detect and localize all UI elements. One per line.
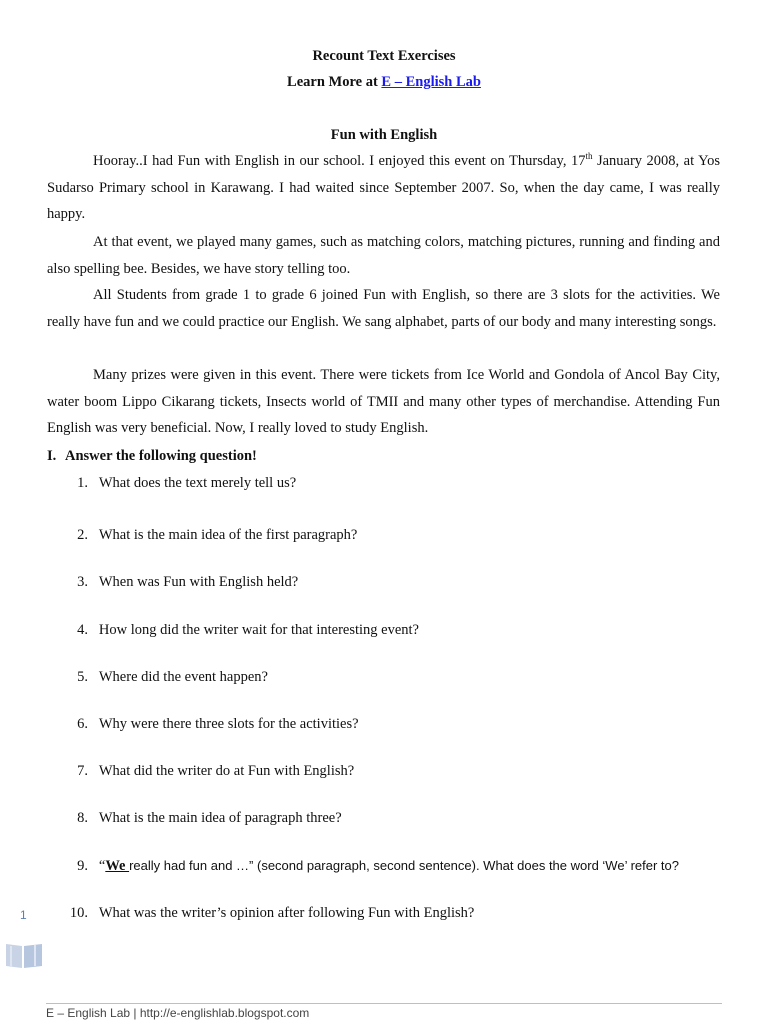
question-item: [60, 668, 740, 686]
question-text: What is the main idea of paragraph three?: [98, 810, 342, 826]
question-number: 2.: [77, 527, 88, 543]
question-item: [60, 573, 740, 591]
emphasized-word-we: We: [105, 858, 130, 874]
question-text: What does the text merely tell us?: [98, 475, 297, 491]
section-number: I.: [47, 448, 57, 464]
page-number: 1: [20, 908, 27, 922]
question-number: 4.: [77, 622, 88, 638]
paragraph-1-part-b: January 2008, at Yos Sudarso Primary school in Karawang. I had waited since September 2007. So, when the day came, I was really happy.: [47, 153, 720, 222]
question-text: What was the writer’s opinion after following Fun with English?: [98, 905, 475, 921]
footer-text: E – English Lab | http://e-englishlab.blogspot.com: [46, 1006, 310, 1020]
paragraph-4: Many prizes were given in this event. There were tickets from Ice World and Gondola of Ancol Bay City, water boom Lippo Cikarang tickets, Insects world of TMII and many other types of merchandise. Attending Fun English was very beneficial. Now, I really loved to study English.: [47, 367, 720, 436]
date-superscript: th: [585, 151, 593, 162]
section-heading: [47, 447, 257, 465]
question-text: really had fun and …” (second paragraph, second sentence). What does the word ‘We’ refer to?: [129, 858, 679, 873]
question-item: [60, 762, 740, 780]
section-title: Answer the following question!: [65, 448, 257, 464]
paragraph-3: All Students from grade 1 to grade 6 joined Fun with English, so there are 3 slots for the activities. We really have fun and we could practice our English. We sang alphabet, parts of our body and many interesting songs.: [47, 287, 720, 330]
question-number: 7.: [77, 763, 88, 779]
question-item: [60, 526, 740, 544]
question-item: [60, 621, 740, 639]
question-number: 6.: [77, 716, 88, 732]
story-title: Fun with English: [330, 127, 438, 143]
open-quote: “: [98, 858, 106, 874]
paragraph-1: [47, 148, 720, 228]
paragraph-1-part-a: Hooray..I had Fun with English in our school. I enjoyed this event on Thursday, 17: [93, 153, 586, 169]
question-text: When was Fun with English held?: [98, 574, 299, 590]
question-number: 10.: [69, 905, 88, 921]
question-text: Where did the event happen?: [98, 669, 268, 685]
question-item: [60, 474, 740, 492]
question-text: What is the main idea of the first paragraph?: [98, 527, 358, 543]
question-number: 9.: [77, 858, 88, 874]
question-text: What did the writer do at Fun with English?: [98, 763, 355, 779]
page-corner-icon: [4, 940, 44, 970]
question-number: 1.: [77, 475, 88, 491]
question-item: [60, 857, 740, 875]
paragraph-2: At that event, we played many games, such as matching colors, matching pictures, running and finding and also spelling bee. Besides, we have story telling too.: [47, 234, 720, 277]
question-number: 3.: [77, 574, 88, 590]
question-item: [60, 904, 740, 922]
question-item: [60, 809, 740, 827]
english-lab-link[interactable]: E – English Lab: [381, 74, 481, 90]
question-text: Why were there three slots for the activities?: [98, 716, 359, 732]
question-text: How long did the writer wait for that interesting event?: [98, 622, 419, 638]
learn-more-prefix: Learn More at: [287, 74, 382, 90]
question-number: 5.: [77, 669, 88, 685]
question-item: [60, 715, 740, 733]
footer-divider: [46, 1003, 722, 1004]
document-title: Recount Text Exercises: [312, 48, 456, 64]
learn-more-line: [0, 73, 768, 91]
question-number: 8.: [77, 810, 88, 826]
